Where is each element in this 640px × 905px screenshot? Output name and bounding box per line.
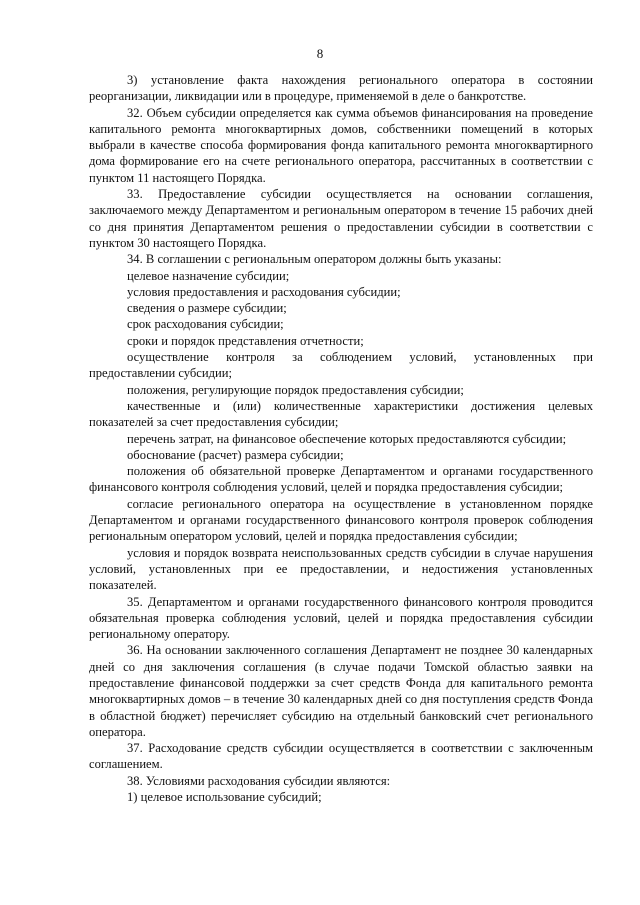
paragraph-34-agreement-contents: 34. В соглашении с региональным оператором должны быть указаны: bbox=[127, 252, 502, 267]
list-item-term: срок расходования субсидии; bbox=[127, 317, 284, 332]
list-item-amount: сведения о размере субсидии; bbox=[127, 301, 287, 316]
paragraph-38-conditions: 38. Условиями расходования субсидии являются: bbox=[127, 773, 391, 788]
paragraph-36-transfer: 36. На основании заключенного соглашения Департамент не позднее 30 календарных дней со дня заключения соглашения (в случае подачи Томской областью заявки на предоставление финансовой поддержки за счет средств Фонда для капитального ремонта многоквартирных домов – в течение 30 календарных дней со дня поступления средств Фонда в областной бюджет) перечисляет субсидию на отдельный банковский счет регионального оператора. bbox=[89, 643, 593, 739]
list-item-costs: перечень затрат, на финансовое обеспечение которых предоставляются субсидии; bbox=[127, 431, 567, 446]
paragraph-item-3: 3) установление факта нахождения регионального оператора в состоянии реорганизации, ликвидации или в процедуре, применяемой в деле о банкротстве. bbox=[89, 73, 593, 104]
list-item-indicators: качественные и (или) количественные характеристики достижения целевых показателей за счет предоставления субсидии; bbox=[89, 398, 593, 430]
list-item-justification: обоснование (расчет) размера субсидии; bbox=[127, 447, 344, 462]
list-item-reporting: сроки и порядок представления отчетности; bbox=[127, 333, 364, 348]
list-item-provisions: положения, регулирующие порядок предоставления субсидии; bbox=[127, 382, 464, 397]
paragraph-37-spending: 37. Расходование средств субсидии осуществляется в соответствии с заключенным соглашением. bbox=[89, 741, 593, 772]
list-item-conditions: условия предоставления и расходования субсидии; bbox=[127, 284, 401, 299]
paragraph-32-subsidy-volume: 32. Объем субсидии определяется как сумма объемов финансирования на проведение капитального ремонта многоквартирных домов, собственники помещений в которых выбрали в качестве способа формирования фонда капитального ремонта многоквартирного дома формирование его на счете регионального оператора, рассчитанных в соответствии с пунктом 11 настоящего Порядка. bbox=[89, 105, 593, 185]
list-item-mandatory-check: положения об обязательной проверке Департаментом и органами государственного финансового контроля соблюдения условий, целей и порядка предоставления субсидии; bbox=[89, 464, 593, 495]
list-item-consent: согласие регионального оператора на осуществление в установленном порядке Департаментом и органами государственного финансового контроля проверок соблюдения региональным оператором условий, целей и порядка предоставления субсидии; bbox=[89, 496, 593, 544]
paragraph-33-agreement: 33. Предоставление субсидии осуществляется на основании соглашения, заключаемого между Департаментом и региональным оператором в течение 15 рабочих дней со дня принятия Департаментом решения о предоставлении субсидии в соответствии с пунктом 30 настоящего Порядка. bbox=[89, 187, 593, 250]
page-number: 8 bbox=[316, 46, 324, 61]
list-item-target-use: 1) целевое использование субсидий; bbox=[127, 790, 322, 805]
document-body bbox=[89, 72, 593, 805]
list-item-refund: условия и порядок возврата неиспользованных средств субсидии в случае нарушения условий, установленных при ее предоставлении, и недостижения установленных показателей. bbox=[89, 545, 593, 593]
paragraph-35-inspection: 35. Департаментом и органами государственного финансового контроля проводится обязательная проверка соблюдения условий, целей и порядка предоставления субсидии региональному оператору. bbox=[89, 594, 593, 642]
list-item-control: осуществление контроля за соблюдением условий, установленных при предоставлении субсидии; bbox=[89, 350, 593, 381]
list-item-purpose: целевое назначение субсидии; bbox=[127, 268, 290, 283]
